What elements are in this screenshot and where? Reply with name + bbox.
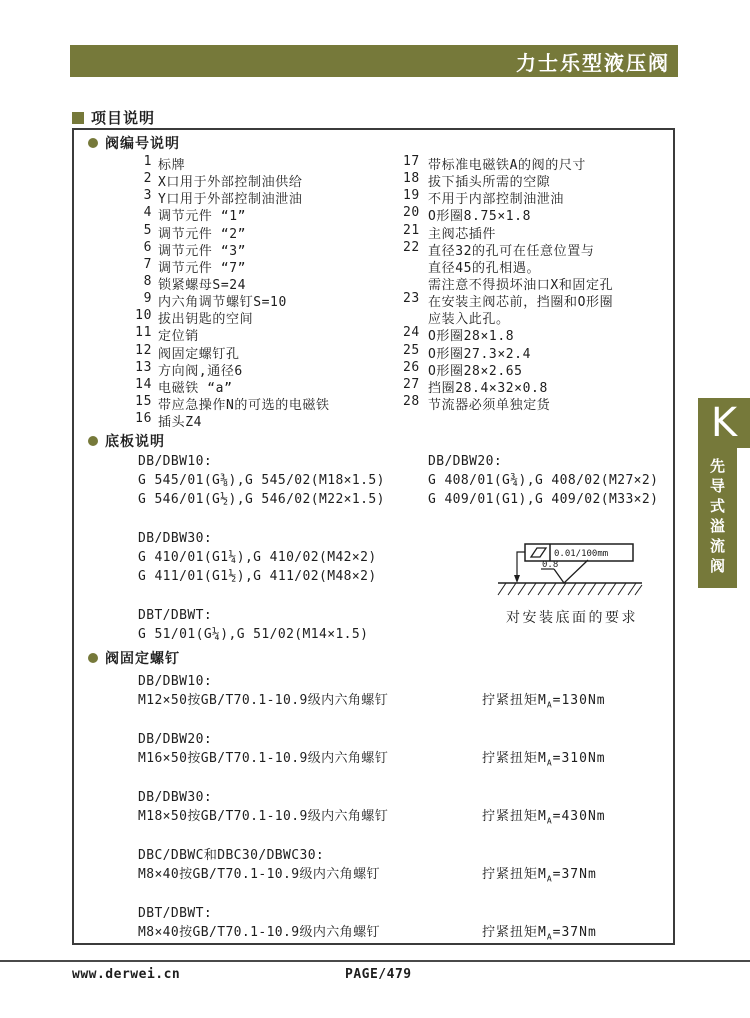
item-text: 标牌 — [158, 158, 186, 173]
screw-block — [138, 788, 663, 826]
torque-subscript: A — [546, 700, 553, 710]
baseplate-spec: G 408/01(G¾),G 408/02(M27×2) — [428, 473, 659, 488]
item-text: O形圈8.75×1.8 — [428, 209, 532, 225]
item-text: 拔出钥匙的空间 — [158, 312, 254, 328]
item-text: 直径45的孔相遇。 — [428, 260, 541, 276]
item-text: O形圈28×1.8 — [428, 329, 515, 345]
item-number: 2 — [143, 171, 152, 187]
screw-spec-row — [138, 749, 663, 768]
item-number — [403, 257, 423, 274]
screw-model: DB/DBW30: — [138, 790, 213, 805]
torque-subscript: A — [546, 816, 553, 826]
screw-block — [138, 846, 663, 884]
item-text: 调节元件 “2” — [158, 226, 247, 242]
screw-model: DBC/DBWC和DBC30/DBWC30: — [138, 848, 325, 863]
list-item — [130, 308, 330, 328]
baseplate-block — [428, 452, 658, 509]
baseplate-block — [138, 606, 385, 644]
baseplate-spec: G 546/01(G½),G 546/02(M22×1.5) — [138, 492, 385, 507]
item-number — [403, 308, 423, 325]
list-item — [130, 325, 330, 345]
baseplate-spec: G 409/01(G1),G 409/02(M33×2) — [428, 492, 659, 507]
item-text: 锁紧螺母S=24 — [158, 277, 247, 293]
footer-page-number: PAGE/479 — [345, 967, 412, 982]
circle-bullet-icon — [88, 436, 98, 446]
item-text: 插头Z4 — [158, 415, 203, 431]
circle-bullet-icon — [88, 138, 98, 148]
list-item — [130, 223, 330, 240]
screw-spec-row — [138, 865, 663, 884]
baseplate-block — [138, 452, 385, 509]
torque-subscript: A — [546, 932, 553, 942]
screw-spec-row — [138, 923, 663, 942]
mounting-surface-diagram — [494, 538, 664, 610]
list-item — [130, 411, 330, 431]
torque-prefix: 拧紧扭矩M — [482, 867, 547, 882]
item-number: 15 — [135, 393, 152, 409]
list-item — [130, 274, 330, 291]
item-number: 23 — [403, 291, 420, 307]
torque-value: =310Nm — [552, 751, 606, 766]
item-number: 20 — [403, 205, 420, 221]
item-text: 拔下插头所需的空隙 — [428, 175, 551, 191]
content-box — [72, 128, 675, 945]
list-item — [403, 171, 613, 191]
item-text: 挡圈28.4×32×0.8 — [428, 380, 548, 396]
item-number: 6 — [143, 239, 152, 255]
torque-value: =37Nm — [552, 925, 597, 940]
item-text: Y口用于外部控制油泄油 — [158, 192, 303, 208]
diagram-caption: 对安装底面的要求 — [506, 610, 638, 626]
item-number: 22 — [403, 239, 420, 255]
tightening-torque — [482, 807, 606, 831]
torque-value: =130Nm — [552, 693, 606, 708]
screw-model: DB/DBW20: — [138, 732, 213, 747]
item-text: 主阀芯插件 — [428, 226, 497, 242]
baseplate-block — [138, 529, 385, 586]
item-number: 25 — [403, 342, 420, 358]
list-item — [403, 308, 613, 328]
base-plate-right-column — [428, 452, 658, 529]
page-title: 力士乐型液压阀 — [516, 50, 670, 75]
chapter-tab-strip — [698, 448, 737, 588]
base-plate-heading: 底板说明 — [88, 431, 165, 451]
screw-spec: M8×40按GB/T70.1-10.9级内六角螺钉 — [138, 925, 380, 940]
list-item — [403, 188, 613, 208]
item-number: 24 — [403, 325, 420, 341]
torque-subscript: A — [546, 874, 553, 884]
flatness-value: 0.01/100mm — [554, 549, 609, 559]
tightening-torque — [482, 865, 597, 889]
valve-numbering-right-list — [403, 154, 613, 411]
item-number: 19 — [403, 188, 420, 204]
item-number: 8 — [143, 273, 152, 289]
list-item — [403, 240, 613, 257]
screw-spec: M16×50按GB/T70.1-10.9级内六角螺钉 — [138, 751, 389, 766]
item-text: 节流器必须单独定货 — [428, 397, 551, 413]
baseplate-spec: G 411/01(G1½),G 411/02(M48×2) — [138, 569, 377, 584]
item-number: 1 — [143, 154, 152, 169]
screw-spec: M8×40按GB/T70.1-10.9级内六角螺钉 — [138, 867, 380, 882]
item-number: 18 — [403, 171, 420, 187]
list-item — [130, 205, 330, 225]
chapter-tab-k — [698, 398, 750, 448]
torque-subscript: A — [546, 758, 553, 768]
screw-spec: M12×50按GB/T70.1-10.9级内六角螺钉 — [138, 693, 389, 708]
footer-website: www.derwei.cn — [72, 967, 181, 982]
list-item — [403, 205, 613, 225]
item-number: 7 — [143, 256, 152, 272]
item-text: 带标准电磁铁A的阀的尺寸 — [428, 158, 587, 173]
valve-numbering-heading: 阀编号说明 — [88, 133, 180, 153]
tightening-torque — [482, 749, 606, 773]
screw-model: DBT/DBWT: — [138, 906, 213, 921]
screw-block — [138, 730, 663, 768]
list-item — [130, 394, 330, 411]
list-item — [403, 274, 613, 291]
list-item — [403, 343, 613, 360]
item-number: 4 — [143, 205, 152, 221]
list-item — [403, 154, 613, 171]
fixing-screws-blocks — [138, 672, 663, 962]
screw-spec-row — [138, 807, 663, 826]
list-item — [130, 377, 330, 394]
item-number: 13 — [135, 359, 152, 375]
list-item — [130, 343, 330, 360]
list-item — [403, 223, 613, 240]
list-item — [403, 325, 613, 345]
item-number: 12 — [135, 342, 152, 358]
section-heading — [72, 107, 155, 128]
baseplate-model: DB/DBW10: — [138, 454, 213, 469]
torque-value: =37Nm — [552, 867, 597, 882]
list-item — [403, 377, 613, 394]
item-number: 28 — [403, 393, 420, 409]
item-number: 3 — [143, 188, 152, 204]
list-item — [130, 171, 330, 191]
item-text: 调节元件 “7” — [158, 260, 247, 276]
baseplate-spec: G 545/01(G⅜),G 545/02(M18×1.5) — [138, 473, 385, 488]
list-item — [403, 257, 613, 274]
header-bar — [70, 45, 678, 77]
item-text: 内六角调节螺钉S=10 — [158, 295, 287, 311]
item-text: 需注意不得损坏油口X和固定孔 — [428, 277, 614, 293]
item-number: 9 — [143, 291, 152, 307]
item-text: 带应急操作N的可选的电磁铁 — [158, 397, 330, 413]
item-text: O形圈27.3×2.4 — [428, 346, 532, 362]
item-text: 应装入此孔。 — [428, 312, 510, 328]
torque-prefix: 拧紧扭矩M — [482, 809, 547, 824]
item-number: 10 — [135, 308, 152, 324]
item-number: 27 — [403, 376, 420, 392]
baseplate-spec: G 410/01(G1¼),G 410/02(M42×2) — [138, 550, 377, 565]
list-item — [403, 360, 613, 377]
circle-bullet-icon — [88, 653, 98, 663]
roughness-value: 0.8 — [542, 560, 559, 570]
item-text: 在安装主阀芯前，挡圈和O形圈 — [428, 295, 614, 311]
item-text: X口用于外部控制油供给 — [158, 175, 303, 191]
item-number — [403, 274, 423, 291]
torque-prefix: 拧紧扭矩M — [482, 925, 547, 940]
chapter-vertical-title: 先导式溢流阀 — [708, 458, 726, 578]
torque-value: =430Nm — [552, 809, 606, 824]
item-number: 16 — [135, 411, 152, 427]
valve-numbering-left-list — [130, 154, 330, 431]
list-item — [130, 360, 330, 377]
square-bullet-icon — [72, 112, 84, 124]
list-item — [130, 240, 330, 257]
baseplate-model: DB/DBW20: — [428, 454, 503, 469]
item-number: 17 — [403, 154, 420, 169]
item-text: 电磁铁 “a” — [158, 380, 233, 396]
screw-model: DB/DBW10: — [138, 674, 213, 689]
list-item — [130, 154, 330, 171]
item-text: 直径32的孔可在任意位置与 — [428, 243, 595, 259]
item-text: 调节元件 “1” — [158, 209, 247, 225]
fixing-screws-heading: 阀固定螺钉 — [88, 648, 180, 668]
screw-block — [138, 672, 663, 710]
item-text: 方向阀,通径6 — [158, 363, 243, 379]
flatness-symbol-icon — [531, 548, 546, 557]
list-item — [403, 291, 614, 311]
item-text: 定位销 — [158, 329, 199, 345]
baseplate-model: DBT/DBWT: — [138, 608, 213, 623]
footer-divider — [0, 960, 750, 962]
list-item — [130, 188, 330, 208]
tightening-torque — [482, 923, 597, 947]
baseplate-spec: G 51/01(G¼),G 51/02(M14×1.5) — [138, 627, 369, 642]
baseplate-model: DB/DBW30: — [138, 531, 213, 546]
item-text: 阀固定螺钉孔 — [158, 346, 240, 362]
chapter-letter: K — [710, 400, 738, 446]
torque-prefix: 拧紧扭矩M — [482, 693, 547, 708]
base-plate-left-column — [138, 452, 385, 664]
item-number: 14 — [135, 376, 152, 392]
item-number: 11 — [135, 325, 152, 341]
section-title: 项目说明 — [91, 109, 156, 127]
screw-block — [138, 904, 663, 942]
item-number: 5 — [143, 222, 152, 238]
screw-spec: M18×50按GB/T70.1-10.9级内六角螺钉 — [138, 809, 389, 824]
tightening-torque — [482, 691, 606, 715]
item-text: 调节元件 “3” — [158, 243, 247, 259]
item-number: 26 — [403, 359, 420, 375]
screw-spec-row — [138, 691, 663, 710]
item-number: 21 — [403, 222, 420, 238]
list-item — [130, 257, 330, 274]
item-text: O形圈28×2.65 — [428, 363, 523, 379]
item-text: 不用于内部控制油泄油 — [428, 192, 565, 208]
torque-prefix: 拧紧扭矩M — [482, 751, 547, 766]
list-item — [130, 291, 330, 311]
list-item — [403, 394, 613, 411]
